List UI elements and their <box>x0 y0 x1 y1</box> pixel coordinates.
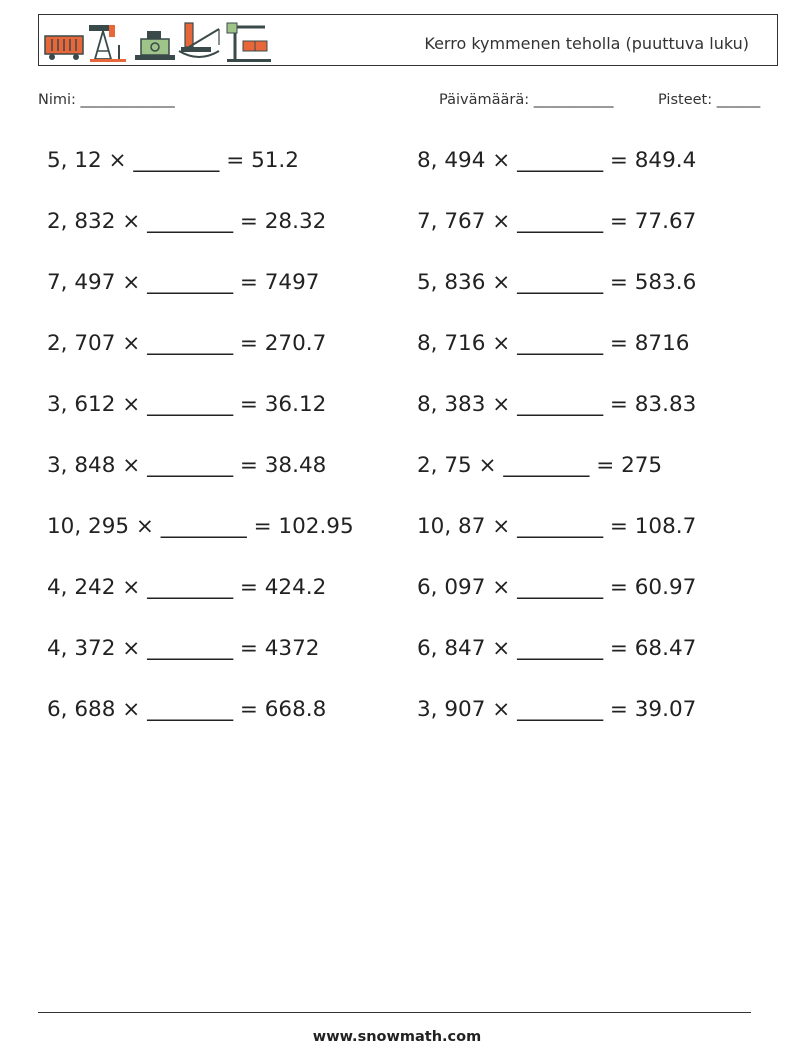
problem-right-7[interactable]: 10, 87 × ________ = 108.7 <box>417 514 697 539</box>
problem-left-9[interactable]: 4, 372 × ________ = 4372 <box>47 636 320 661</box>
worksheet-header <box>38 14 778 66</box>
problem-left-2[interactable]: 2, 832 × ________ = 28.32 <box>47 209 327 234</box>
oil-pump-icon <box>89 25 126 62</box>
machine-icon <box>135 31 175 60</box>
problem-right-4[interactable]: 8, 716 × ________ = 8716 <box>417 331 690 356</box>
worksheet-title: Kerro kymmenen teholla (puuttuva luku) <box>424 34 749 53</box>
problem-left-7[interactable]: 10, 295 × ________ = 102.95 <box>47 514 354 539</box>
footer-website[interactable]: www.snowmath.com <box>312 1029 482 1045</box>
port-crane-icon <box>179 23 219 57</box>
problem-right-3[interactable]: 5, 836 × ________ = 583.6 <box>417 270 697 295</box>
freight-wagon-icon <box>45 36 83 60</box>
problem-right-9[interactable]: 6, 847 × ________ = 68.47 <box>417 636 697 661</box>
footer-divider <box>38 1012 751 1013</box>
problem-right-1[interactable]: 8, 494 × ________ = 849.4 <box>417 148 697 173</box>
name-field[interactable]: Nimi: _____________ <box>38 92 175 108</box>
container-crane-icon <box>227 23 271 62</box>
problem-left-10[interactable]: 6, 688 × ________ = 668.8 <box>47 697 327 722</box>
problem-right-10[interactable]: 3, 907 × ________ = 39.07 <box>417 697 697 722</box>
problem-left-6[interactable]: 3, 848 × ________ = 38.48 <box>47 453 327 478</box>
problem-right-8[interactable]: 6, 097 × ________ = 60.97 <box>417 575 697 600</box>
score-field[interactable]: Pisteet: ______ <box>658 92 761 108</box>
problem-left-5[interactable]: 3, 612 × ________ = 36.12 <box>47 392 327 417</box>
problem-left-3[interactable]: 7, 497 × ________ = 7497 <box>47 270 320 295</box>
problem-right-5[interactable]: 8, 383 × ________ = 83.83 <box>417 392 697 417</box>
problem-right-2[interactable]: 7, 767 × ________ = 77.67 <box>417 209 697 234</box>
header-icons <box>43 19 273 63</box>
problem-right-6[interactable]: 2, 75 × ________ = 275 <box>417 453 663 478</box>
problem-left-1[interactable]: 5, 12 × ________ = 51.2 <box>47 148 299 173</box>
problem-left-8[interactable]: 4, 242 × ________ = 424.2 <box>47 575 327 600</box>
date-field[interactable]: Päivämäärä: ___________ <box>439 92 614 108</box>
problem-left-4[interactable]: 2, 707 × ________ = 270.7 <box>47 331 327 356</box>
